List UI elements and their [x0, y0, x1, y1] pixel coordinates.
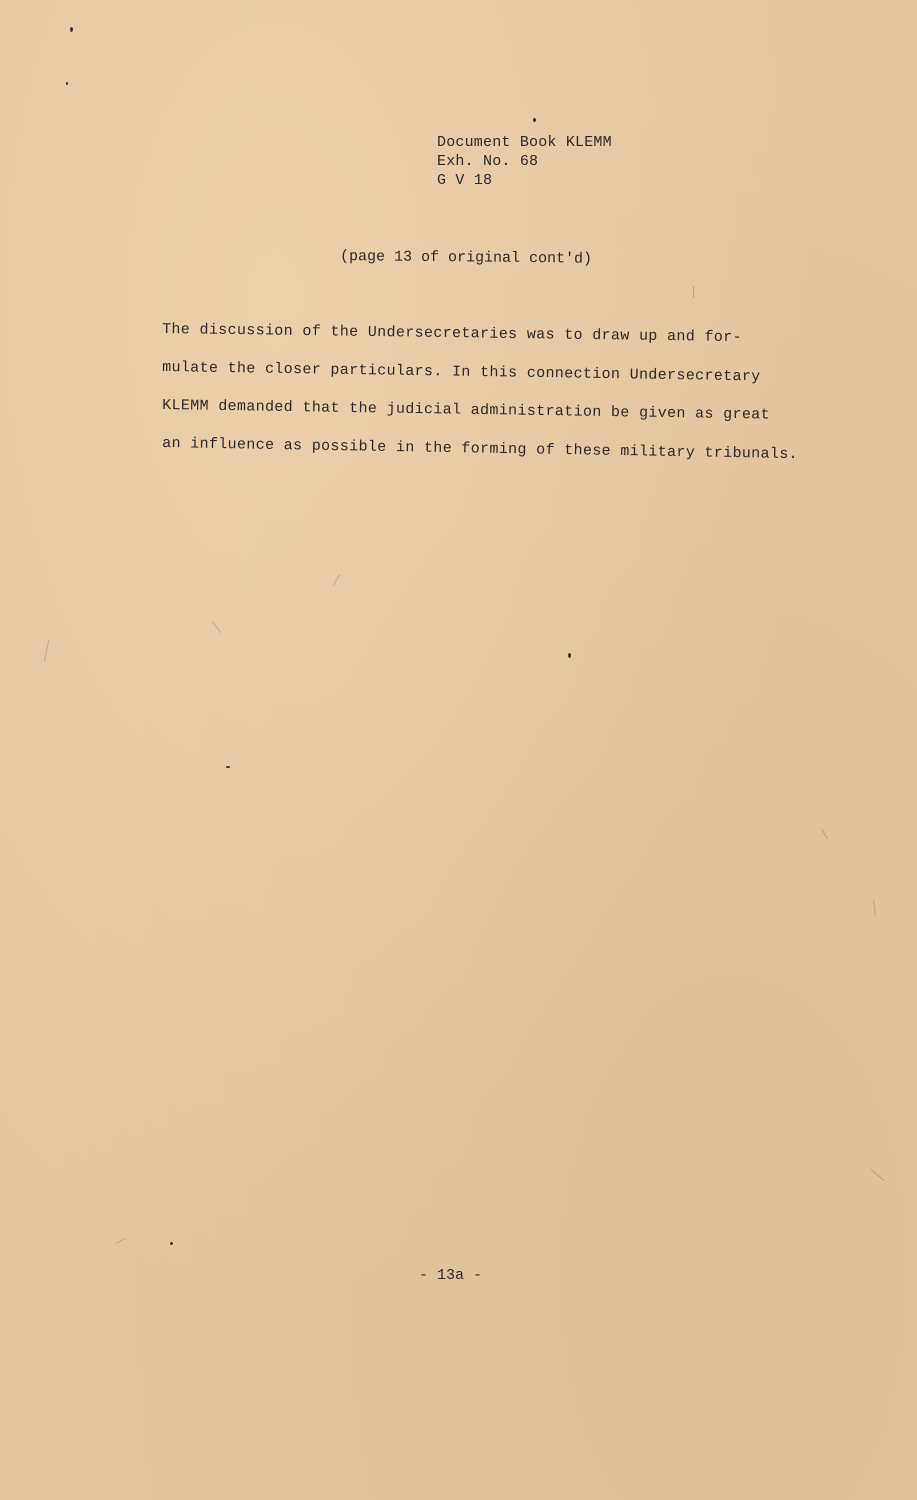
body-paragraph [162, 320, 822, 472]
document-book-label: Document Book KLEMM [437, 134, 612, 151]
paper-fiber [44, 640, 50, 662]
paper-fiber [693, 286, 694, 298]
paper-fiber [870, 1169, 884, 1181]
paper-speck [226, 766, 230, 768]
paper-fiber [116, 1238, 125, 1244]
paper-fiber [821, 829, 828, 840]
paper-fiber [873, 900, 876, 916]
paper-speck [533, 118, 536, 122]
body-line: KLEMM demanded that the judicial administration be given as great [162, 397, 771, 424]
paper-fiber [333, 575, 340, 586]
page-number: - 13a - [419, 1267, 483, 1284]
paper-speck [568, 653, 571, 658]
body-line: The discussion of the Undersecretaries was to draw up and for- [162, 321, 742, 347]
document-code: G V 18 [437, 172, 493, 189]
paper-speck [70, 27, 73, 32]
paper-fiber [212, 621, 221, 633]
page-reference: (page 13 of original cont'd) [339, 248, 593, 268]
paper-speck [66, 82, 68, 85]
paper-speck [170, 1242, 173, 1245]
body-line: mulate the closer particulars. In this connection Undersecretary [162, 359, 761, 386]
body-line: an influence as possible in the forming of these military tribunals. [162, 435, 799, 464]
exhibit-number: Exh. No. 68 [437, 153, 539, 170]
document-header [437, 133, 612, 190]
